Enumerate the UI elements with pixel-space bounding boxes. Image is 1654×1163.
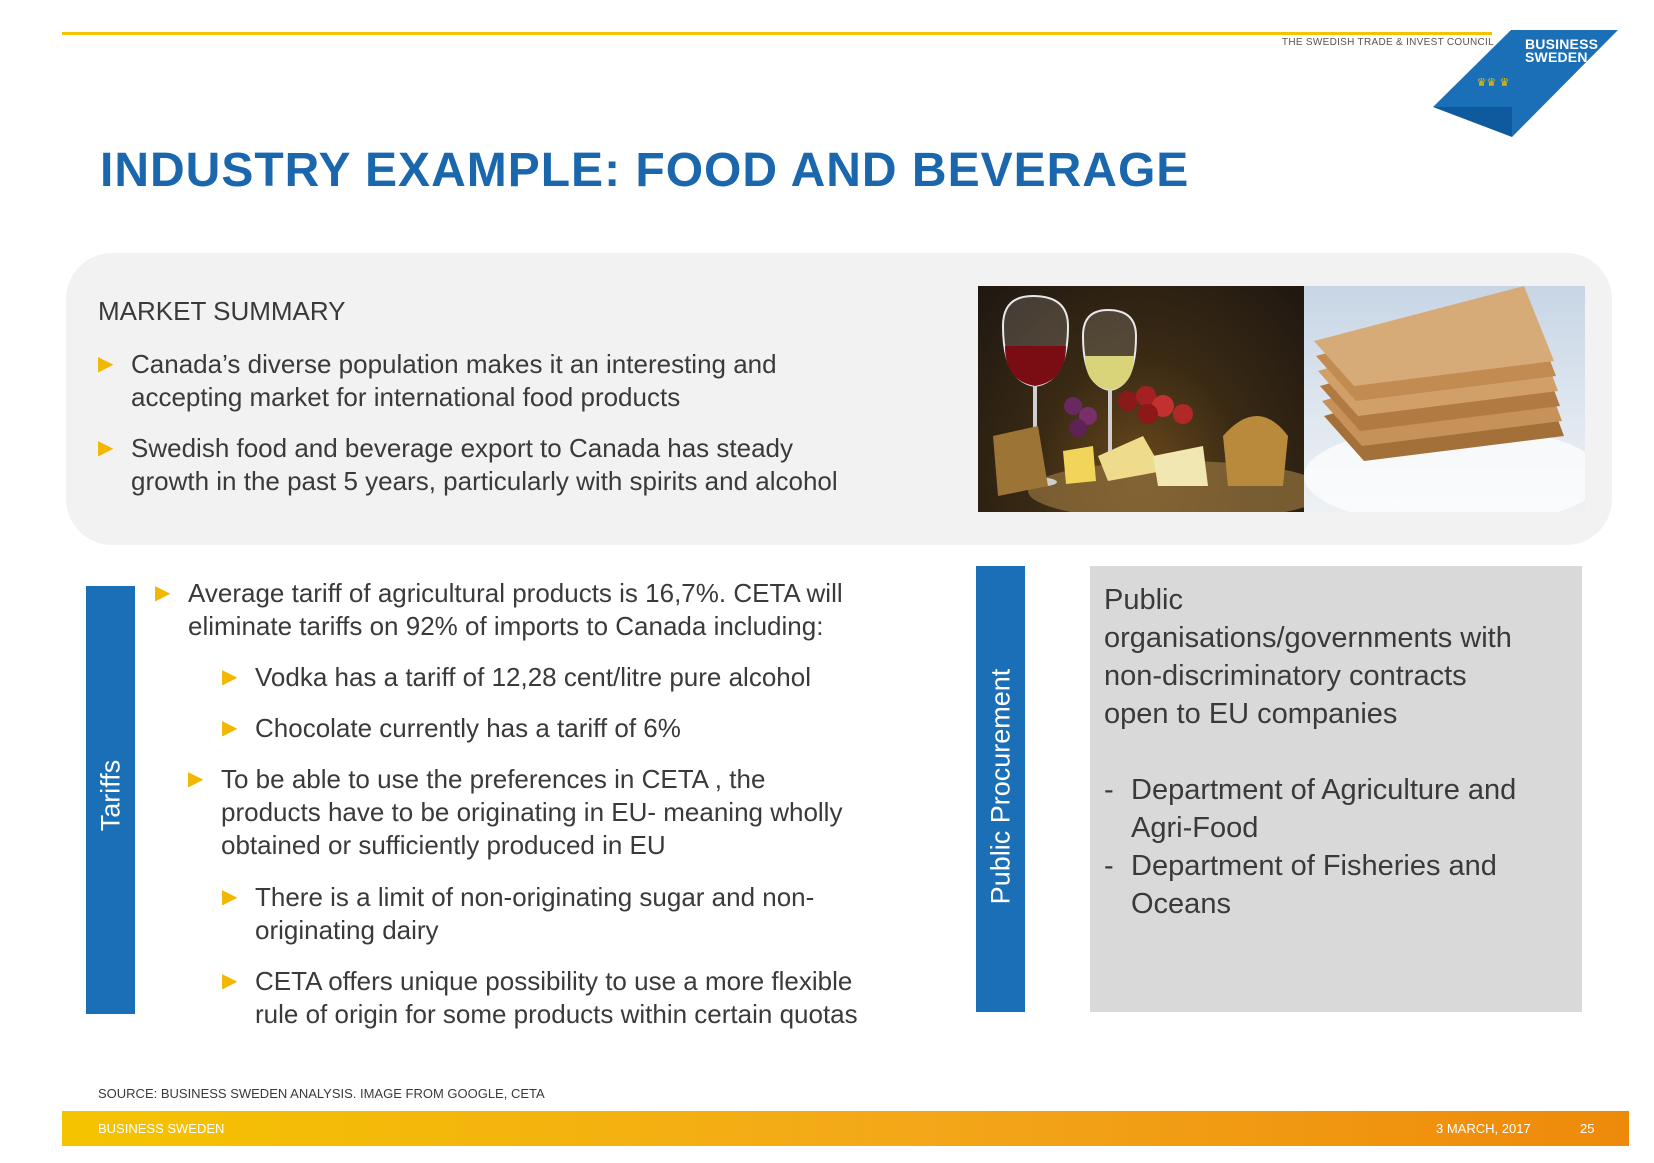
procurement-intro-line-3: non-discriminatory contracts	[1104, 660, 1467, 692]
procurement-item-2-line-1: Department of Fisheries and	[1131, 850, 1497, 882]
crowns-icon: ♛♛ ♛	[1476, 77, 1510, 89]
summary-bullet-2-line-1: Swedish food and beverage export to Canada has steady	[131, 433, 794, 463]
bullet-arrow-icon: ▶	[222, 666, 238, 688]
page-title: INDUSTRY EXAMPLE: FOOD AND BEVERAGE	[100, 144, 1190, 197]
tariff-subbullet-vodka	[222, 661, 912, 694]
bullet-arrow-icon: ▶	[188, 768, 204, 790]
logo-line-1: BUSINESS	[1525, 36, 1599, 52]
procurement-intro-line-1: Public	[1104, 584, 1183, 616]
tariff-subbullet-sugar-dairy	[222, 881, 912, 947]
tariff-subbullet-sugar-dairy-line-1: There is a limit of non-originating sugar and non-	[255, 882, 815, 912]
summary-bullet-1	[98, 348, 928, 414]
tariff-bullet-2	[188, 763, 918, 862]
tariff-bullet-1	[155, 577, 915, 643]
footer-brand: BUSINESS SWEDEN	[98, 1121, 225, 1136]
tariff-subbullet-rule-of-origin-line-2: rule of origin for some products within certain quotas	[255, 999, 858, 1029]
procurement-item-1-line-1: Department of Agriculture and	[1131, 774, 1517, 806]
procurement-dash: -	[1104, 850, 1114, 882]
procurement-item-1-line-2: Agri-Food	[1131, 812, 1259, 844]
summary-bullet-2-line-2: growth in the past 5 years, particularly with spirits and alcohol	[131, 466, 838, 496]
procurement-dash: -	[1104, 774, 1114, 806]
bullet-arrow-icon: ▶	[222, 970, 238, 992]
public-procurement-label: Public Procurement	[985, 668, 1016, 905]
bullet-arrow-icon: ▶	[222, 717, 238, 739]
market-summary-heading: MARKET SUMMARY	[98, 296, 346, 326]
procurement-intro-line-4: open to EU companies	[1104, 698, 1398, 730]
header-rule	[62, 32, 1492, 35]
footer-date: 3 MARCH, 2017	[1436, 1121, 1531, 1136]
logo-wordmark	[1525, 38, 1598, 64]
bullet-arrow-icon: ▶	[222, 886, 238, 908]
footer-bar	[62, 1111, 1629, 1146]
tariff-subbullet-vodka-text: Vodka has a tariff of 12,28 cent/litre pure alcohol	[255, 662, 811, 692]
summary-bullet-1-line-2: accepting market for international food products	[131, 382, 681, 412]
tariffs-label: Tariffs	[95, 759, 126, 832]
crispbread-image	[1304, 286, 1585, 512]
tariff-subbullet-chocolate	[222, 712, 912, 745]
wine-cheese-image	[978, 286, 1304, 512]
tariff-subbullet-rule-of-origin	[222, 965, 912, 1031]
procurement-intro-line-2: organisations/governments with	[1104, 622, 1512, 654]
summary-bullet-2	[98, 432, 958, 498]
procurement-item-2-line-2: Oceans	[1131, 888, 1231, 920]
bullet-arrow-icon: ▶	[98, 353, 114, 375]
tariff-subbullet-rule-of-origin-line-1: CETA offers unique possibility to use a more flexible	[255, 966, 853, 996]
tagline: THE SWEDISH TRADE & INVEST COUNCIL	[1281, 37, 1494, 48]
tariff-bullet-2-line-3: obtained or sufficiently produced in EU	[221, 830, 666, 860]
summary-bullet-1-line-1: Canada’s diverse population makes it an interesting and	[131, 349, 777, 379]
bullet-arrow-icon: ▶	[155, 582, 171, 604]
source-note: SOURCE: BUSINESS SWEDEN ANALYSIS. IMAGE FROM GOOGLE, CETA	[98, 1086, 545, 1101]
bullet-arrow-icon: ▶	[98, 437, 114, 459]
tariff-bullet-2-line-1: To be able to use the preferences in CETA , the	[221, 764, 766, 794]
tariff-bullet-1-line-1: Average tariff of agricultural products is 16,7%. CETA will	[188, 578, 843, 608]
tariff-subbullet-chocolate-text: Chocolate currently has a tariff of 6%	[255, 713, 681, 743]
page-number: 25	[1580, 1121, 1595, 1136]
tariff-subbullet-sugar-dairy-line-2: originating dairy	[255, 915, 439, 945]
logo-line-2: SWEDEN	[1525, 49, 1588, 65]
tariff-bullet-2-line-2: products have to be originating in EU- meaning wholly	[221, 797, 843, 827]
tariff-bullet-1-line-2: eliminate tariffs on 92% of imports to Canada including:	[188, 611, 824, 641]
